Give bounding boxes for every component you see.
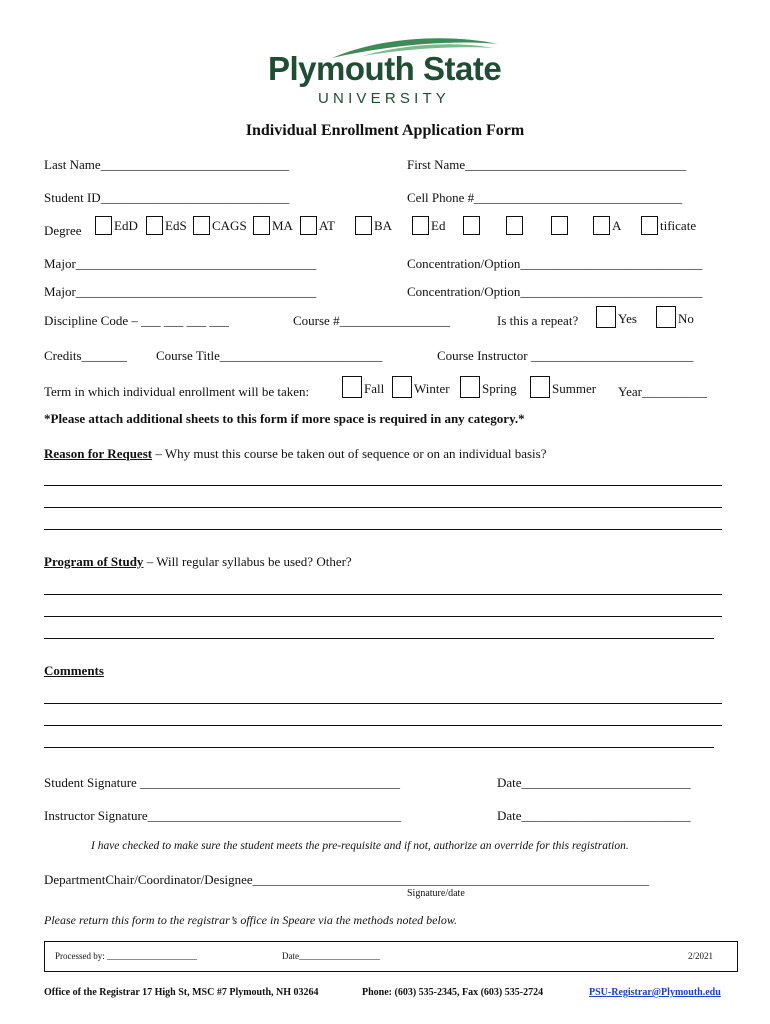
checkbox[interactable] [193,216,210,235]
degree-label: Degree [44,223,82,238]
program-line-1[interactable] [44,594,722,595]
footer-email-link[interactable]: PSU-Registrar@Plymouth.edu [589,987,721,998]
checkbox[interactable] [146,216,163,235]
comments-heading: Comments [44,663,104,678]
reason-heading: Reason for Request [44,446,153,461]
degree-option-cags[interactable]: CAGS [193,216,247,235]
repeat-question: Is this a repeat? [497,313,579,328]
checkbox[interactable] [342,376,362,398]
degree-option-8[interactable] [506,216,525,235]
office-use-box [44,941,738,972]
comments-line-3[interactable] [44,747,714,748]
logo-sub: UNIVERSITY [318,90,451,107]
checkbox[interactable] [392,376,412,398]
student-date-field[interactable]: Date__________________________ [497,775,691,790]
footer-office: Office of the Registrar 17 High St, MSC #7 Plymouth, NH 03264 [44,987,319,998]
degree-option-ma[interactable]: MA [253,216,293,235]
page-title: Individual Enrollment Application Form [245,122,525,139]
checkbox[interactable] [551,216,568,235]
credits-field[interactable]: Credits_______ [44,348,128,363]
discipline-code-field[interactable]: Discipline Code – ___ ___ ___ ___ [44,313,229,328]
major-field-2[interactable]: Major_____________________________________ [44,284,317,299]
return-note: Please return this form to the registrar’s office in Speare via the methods noted below. [44,913,457,927]
logo-name: Plymouth State [268,50,502,87]
cell-phone-field[interactable]: Cell Phone #________________________________ [407,190,683,205]
checkbox[interactable] [596,306,616,328]
university-logo [262,32,512,110]
first-name-field[interactable]: First Name__________________________________ [407,157,687,172]
term-option-fall[interactable]: Fall [342,376,384,398]
checkbox[interactable] [641,216,658,235]
checkbox[interactable] [95,216,112,235]
degree-option-eds[interactable]: EdS [146,216,187,235]
comments-line-1[interactable] [44,703,722,704]
checkbox[interactable] [355,216,372,235]
checkbox[interactable] [506,216,523,235]
student-signature-field[interactable]: Student Signature ________________________________________ [44,775,401,790]
term-option-spring[interactable]: Spring [460,376,517,398]
checkbox[interactable] [530,376,550,398]
attach-note: *Please attach additional sheets to this form if more space is required in any category.* [44,411,525,426]
year-field[interactable]: Year__________ [618,384,707,399]
program-line-3[interactable] [44,638,714,639]
checkbox[interactable] [656,306,676,328]
course-title-field[interactable]: Course Title_________________________ [156,348,383,363]
checkbox[interactable] [463,216,480,235]
degree-option-at[interactable]: AT [300,216,335,235]
program-line-2[interactable] [44,616,722,617]
processed-by-field[interactable]: Processed by: ____________________ [55,951,197,961]
last-name-field[interactable]: Last Name_____________________________ [44,157,290,172]
course-number-field[interactable]: Course #_________________ [293,313,451,328]
prereq-note: I have checked to make sure the student meets the pre-requisite and if not, authorize an override for this registration. [91,840,629,852]
program-text: – Will regular syllabus be used? Other? [143,554,352,569]
department-signature-field[interactable]: DepartmentChair/Coordinator/Designee_____________________________________________________________ [44,872,650,887]
instructor-signature-field[interactable]: Instructor Signature_______________________________________ [44,808,402,823]
checkbox[interactable] [460,376,480,398]
degree-option-7[interactable] [463,216,482,235]
reason-text: – Why must this course be taken out of sequence or on an individual basis? [152,446,547,461]
repeat-no-option[interactable]: No [656,306,694,328]
concentration-field-1[interactable]: Concentration/Option____________________________ [407,256,703,271]
checkbox[interactable] [300,216,317,235]
reason-heading-line [44,446,546,462]
term-option-winter[interactable]: Winter [392,376,450,398]
degree-option-certificate[interactable]: tificate [641,216,696,235]
comments-line-2[interactable] [44,725,722,726]
repeat-yes-option[interactable]: Yes [596,306,637,328]
footer-phone: Phone: (603) 535-2345, Fax (603) 535-2724 [362,987,544,998]
term-label: Term in which individual enrollment will be taken: [44,384,310,399]
instructor-date-field[interactable]: Date__________________________ [497,808,691,823]
form-version: 2/2021 [688,951,714,961]
degree-option-edd[interactable]: EdD [95,216,138,235]
processed-date-field[interactable]: Date__________________ [282,951,380,961]
signature-date-caption: Signature/date [407,888,465,899]
reason-line-2[interactable] [44,507,722,508]
concentration-field-2[interactable]: Concentration/Option____________________________ [407,284,703,299]
program-heading-line [44,554,352,570]
course-instructor-field[interactable]: Course Instructor _________________________ [437,348,694,363]
reason-line-3[interactable] [44,529,722,530]
checkbox[interactable] [253,216,270,235]
checkbox[interactable] [412,216,429,235]
degree-option-a[interactable]: A [593,216,621,235]
student-id-field[interactable]: Student ID_____________________________ [44,190,290,205]
degree-option-ed[interactable]: Ed [412,216,445,235]
checkbox[interactable] [593,216,610,235]
reason-line-1[interactable] [44,485,722,486]
degree-option-9[interactable] [551,216,570,235]
major-field-1[interactable]: Major_____________________________________ [44,256,317,271]
program-heading: Program of Study [44,554,144,569]
degree-option-ba[interactable]: BA [355,216,392,235]
term-option-summer[interactable]: Summer [530,376,596,398]
